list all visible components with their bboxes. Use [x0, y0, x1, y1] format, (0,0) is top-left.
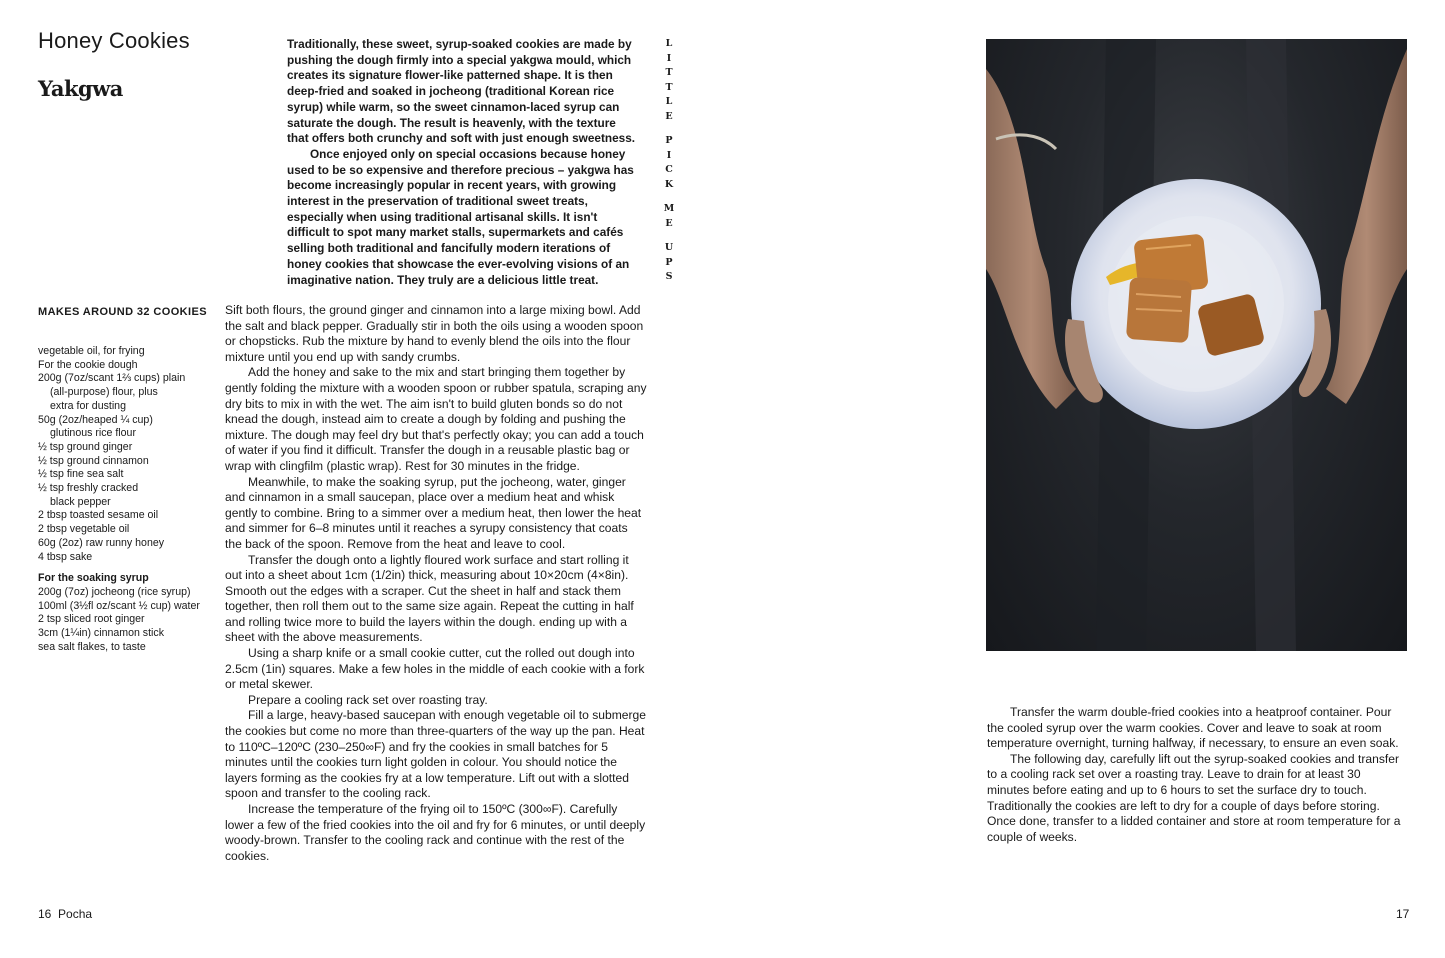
vertical-letter: M: [663, 203, 675, 214]
ingredient-item: ½ tsp ground ginger: [38, 440, 133, 453]
method-paragraph: Prepare a cooling rack set over roasting tray.: [248, 692, 488, 707]
intro-paragraph: Traditionally, these sweet, syrup-soaked cookies are made by pushing the dough firmly into a special yakgwa mould, which creates its signature flower-like patterned shape. It is then deep-fried and soaked in jocheong (traditional Korean rice syrup) while warm, so the sweet cinnamon-laced syrup can saturate the dough. The result is heavenly, with the texture that offers both crunchy and soft with just enough sweetness.: [287, 37, 636, 146]
vertical-letter: L: [665, 96, 673, 107]
ingredient-item: 4 tbsp sake: [38, 550, 93, 563]
page-number-right: 17: [1396, 907, 1410, 921]
method-paragraph: Fill a large, heavy-based saucepan with enough vegetable oil to submerge the cookies but come no more than three-quarters of the way up the pan. Heat to 110ºC–120ºC (230–250∞F) and fry the cookies in small batches for 5 minutes until the cookies turn light golden in colour. You should notice the layers forming as the cookies fry at a low temperature. Lift out with a slotted spoon and transfer to the cooling rack.: [225, 708, 647, 801]
vertical-letter: E: [665, 110, 673, 122]
method-paragraph: The following day, carefully lift out the syrup-soaked cookies and transfer to a cooling rack set over a roasting tray. Leave to drain for at least 30 minutes before eating and up to 6 hours to set the surface dry to touch. Traditionally the cookies are left to dry for a couple of days before storing. Once done, transfer to a lidded container and store at room temperature for a couple of weeks.: [987, 751, 1401, 844]
vertical-letter: C: [665, 164, 673, 175]
intro-paragraph: Once enjoyed only on special occasions because honey used to be so expensive and therefore precious – yakgwa has become increasingly popular in recent years, with growing interest in the preservation of traditional sweet treats, especially when using traditional artisanal skills. It isn't difficult to spot many market stalls, supermarkets and cafés selling both traditional and fancifully modern iterations of honey cookies that showcase the ever-evolving visions of an imaginative nation. They truly are a delicious little treat.: [287, 146, 634, 287]
vertical-letter: S: [665, 271, 673, 282]
method-paragraph: Increase the temperature of the frying oil to 150ºC (300∞F). Carefully lower a few of the fried cookies into the oil and fry for 6 minutes, or until deeply woody-brown. Transfer to the cooling rack and continue with the rest of the cookies.: [225, 802, 646, 863]
recipe-subtitle: Yakgwa: [38, 76, 123, 101]
method-paragraph: Transfer the warm double-fried cookies into a heatproof container. Pour the cooled syrup over the warm cookies. Cover and leave to soak at room temperature overnight, turning halfway, if necessary, to ensure an even soak.: [987, 705, 1399, 751]
vertical-letter: T: [665, 67, 673, 78]
recipe-photo: [986, 39, 1407, 651]
ingredient-item: 50g (2oz/heaped ¼ cup): [38, 413, 153, 426]
vertical-letter: P: [665, 256, 673, 268]
vertical-letter: U: [664, 242, 674, 253]
vertical-letter: I: [666, 149, 672, 161]
ingredient-item: 60g (2oz) raw runny honey: [38, 536, 165, 549]
ingredient-item: sea salt flakes, to taste: [38, 640, 146, 653]
vertical-word: [662, 37, 676, 124]
ingredient-item: ½ tsp freshly cracked: [38, 482, 139, 495]
continued-method-text: [987, 705, 1401, 845]
ingredient-item: (all-purpose) flour, plus: [50, 386, 158, 399]
ingredient-item: 3cm (1¼in) cinnamon stick: [38, 627, 164, 640]
method-paragraph: Add the honey and sake to the mix and start bringing them together by gently folding the mixture with a wooden spoon or rubber spatula, scraping any dry bits to mix in with the wet. The aim isn't to build gluten bonds so do not knead the dough, instead aim to create a dough by folding and pushing the mixture. The dough may feel dry but that's perfectly okay; you can add a touch of water if you find it difficult. Transfer the dough in a reusable plastic bag or wrap with clingfilm (plastic wrap). Rest for 30 minutes in the fridge.: [225, 365, 647, 473]
ingredients-list: [38, 345, 218, 654]
ingredient-item: glutinous rice flour: [50, 427, 136, 440]
ingredient-item: ½ tsp fine sea salt: [38, 468, 124, 481]
ingredient-item: 200g (7oz) jocheong (rice syrup): [38, 585, 191, 598]
ingredient-item: 200g (7oz/scant 1⅔ cups) plain: [38, 372, 186, 385]
ingredient-item: black pepper: [50, 495, 111, 508]
ingredient-item: 2 tbsp vegetable oil: [38, 523, 130, 536]
ingredient-item: For the cookie dough: [38, 358, 138, 371]
vertical-letter: K: [664, 178, 674, 190]
vertical-word: [662, 241, 676, 285]
method-paragraph: Sift both flours, the ground ginger and cinnamon into a large mixing bowl. Add the salt and black pepper. Gradually stir in both the oils using a wooden spoon or chopsticks. Rub the mixture by hand to evenly blend the oils into the flour mixture until you end up with sandy crumbs.: [225, 303, 644, 364]
intro-text: [287, 37, 637, 288]
section-label-vertical: [662, 37, 676, 295]
yield-heading: MAKES AROUND 32 COOKIES: [38, 306, 207, 318]
vertical-letter: P: [665, 135, 673, 146]
ingredient-item: ½ tsp ground cinnamon: [38, 454, 149, 467]
method-text: [225, 303, 647, 864]
vertical-letter: L: [665, 38, 673, 49]
vertical-word: [662, 134, 676, 192]
method-paragraph: Using a sharp knife or a small cookie cutter, cut the rolled out dough into 2.5cm (1in) squares. Make a few holes in the middle of each cookie with a fork or metal skewer.: [225, 646, 645, 692]
vertical-letter: E: [665, 217, 673, 229]
method-paragraph: Transfer the dough onto a lightly floured work surface and start rolling it out into a sheet about 1cm (1/2in) thick, measuring about 10×20cm (4×8in). Smooth out the edges with a scraper. Cut the sheet in half and stack them together, then roll them out to the same size again. Repeat the cutting in half and rolling twice more to build the layers within the dough. ending up with a sheet with the above measurements.: [225, 552, 634, 645]
photo-illustration: [986, 39, 1407, 651]
page-number-left: 16 Pocha: [38, 907, 93, 921]
ingredient-item: extra for dusting: [50, 399, 126, 412]
ingredients-section-heading: For the soaking syrup: [38, 572, 149, 585]
ingredient-item: 2 tsp sliced root ginger: [38, 613, 145, 626]
ingredient-item: 100ml (3½fl oz/scant ½ cup) water: [38, 599, 200, 612]
vertical-word: [662, 202, 676, 231]
method-paragraph: Meanwhile, to make the soaking syrup, put the jocheong, water, ginger and cinnamon in a small saucepan, place over a medium heat and whisk gently to combine. Bring to a simmer over a medium heat, then lower the heat and simmer for 6–8 minutes until it reaches a syrupy consistency that coats the back of the spoon. Remove from the heat and leave to cool.: [225, 474, 642, 551]
recipe-title: Honey Cookies: [38, 28, 190, 53]
vertical-letter: T: [665, 81, 673, 93]
vertical-letter: I: [666, 52, 672, 64]
ingredient-item: 2 tbsp toasted sesame oil: [38, 509, 159, 522]
ingredient-item: vegetable oil, for frying: [38, 345, 145, 357]
